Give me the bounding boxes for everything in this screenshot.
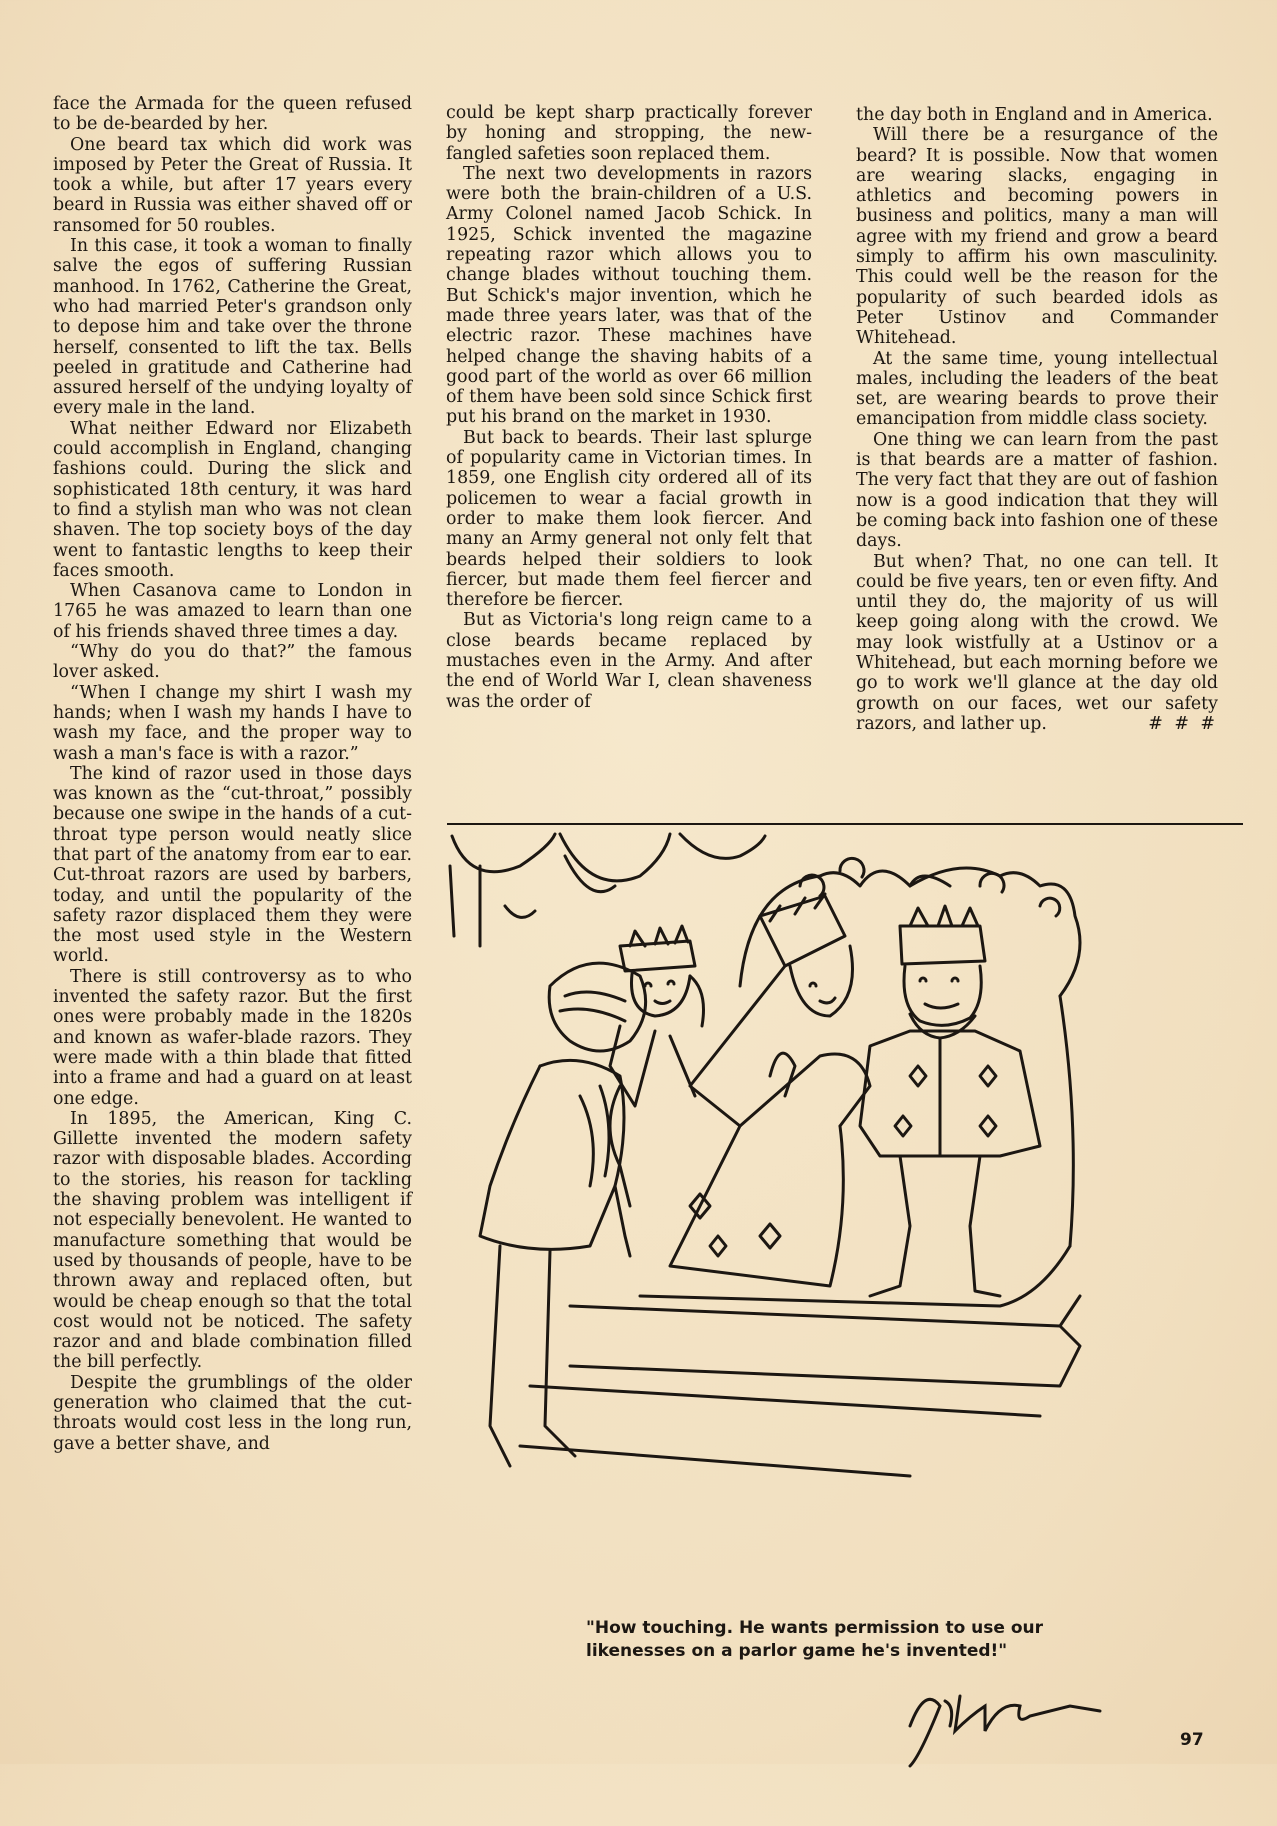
artist-signature-mark [910,1696,1100,1766]
paragraph: Will there be a resurgance of the beard? It is possible. Now that women are wearing slacks, engaging in athletics and becoming powers in business and politics, many a man will agree with my friend and grow a beard simply to affirm his own masculinity. This could well be the reason for the popularity of such bearded idols as Peter Ustinov and Commander Whitehead. [856,125,1218,349]
paragraph: In this case, it took a woman to finally salve the egos of suffering Russian manhood. In 1762, Catherine the Great, who had married Peter's grandson only to depose him and take over the throne herself, consented to lift the tax. Bells peeled in gratitude and Catherine had assured herself of the undying loyalty of every male in the land. [53,236,412,419]
paragraph: But back to beards. Their last splurge of popularity came in Victorian times. In 1859, one English city ordered all of its policemen to wear a facial growth in order to make them look fiercer. And many an Army general not only felt that beards helped their soldiers to look fiercer, but made them feel fiercer and therefore be fiercer. [446,427,812,611]
paragraph: One thing we can learn from the past is that beards are a matter of fashion. The very fact that they are out of fashion now is a good indication that they will be coming back into fashion one of these days. [856,429,1218,552]
paragraph-text: But when? That, no one can tell. It could be five years, ten or even fifty. And until they do, the majority of us will keep going along with the crowd. We may look wistfully at a Ustinov or a Whitehead, but each morning before we go to work we'll glance at the day old growth on our faces, wet our safety razors, and lather up. [856,551,1218,734]
cartoon-caption: "How touching. He wants permission to use our likenesses on a parlor game he's invented!" [586,1618,1044,1661]
cartoon-illustration [440,826,1180,1826]
paragraph: “When I change my shirt I wash my hands; when I wash my hands I have to wash my face, and the proper way to wash a man's face is with a razor.” [53,682,412,764]
paragraph: When Casanova came to London in 1765 he was amazed to learn than one of his friends shaved three times a day. [53,581,412,642]
paragraph: One beard tax which did work was imposed by Peter the Great of Russia. It took a while, but after 17 years every beard in Russia was either shaved off or ransomed for 50 roubles. [53,134,412,236]
paragraph: face the Armada for the queen refused to be de-bearded by her. [53,94,412,135]
paragraph: Despite the grumblings of the older generation who claimed that the cut-throats would cost less in the long run, gave a better shave, and [53,1372,412,1454]
paragraph: At the same time, young intellectual males, including the leaders of the beat set, are wearing beards to prove their emancipation from middle class society. [856,348,1218,430]
paragraph: the day both in England and in America. [856,105,1213,125]
cartoon-top-rule [447,823,1243,825]
curtain-drapes [450,834,765,946]
paragraph: But as Victoria's long reign came to a close beards became replaced by mustaches even in the Army. And after the end of World War I, clean shaveness was the order of [446,610,812,712]
article-column-3 [856,105,1218,734]
end-mark: # # # [1148,713,1218,734]
paragraph: In 1895, the American, King C. Gillette invented the modern safety razor with disposable blades. According to the stories, his reason for tackling the shaving problem was intelligent if not especially benevolent. He wanted to manufacture something that would be used by thousands of people, have to be thrown away and replaced often, but would be cheap enough so that the total cost would not be noticed. The safety razor and and blade combination filled the bill perfectly. [53,1108,412,1373]
page-number: 97 [1180,1730,1204,1750]
article-column-2 [446,103,812,712]
paragraph: The next two developments in razors were both the brain-children of a U.S. Army Colonel named Jacob Schick. In 1925, Schick invented the magazine repeating razor which allows you to change blades without touching them. But Schick's major invention, which he made three years later, was that of the electric razor. These machines have helped change the shaving habits of a good part of the world as over 66 million of them have been sold since Schick first put his brand on the market in 1930. [446,163,812,428]
article-column-1 [53,94,412,1454]
jack-figure [610,926,704,1106]
throne [520,858,1080,1476]
king-figure [860,906,1040,1296]
paragraph: The kind of razor used in those days was known as the “cut-throat,” possibly because one swipe in the hands of a cut-throat type person would neatly slice that part of the anatomy from ear to ear. Cut-throat razors are used by barbers, today, and until the popularity of the safety razor displaced them they were the most used style in the Western world. [53,763,412,967]
paragraph: could be kept sharp practically forever by honing and stropping, the new-fangled safeties soon replaced them. [446,103,812,164]
paragraph [856,552,1218,735]
paragraph: There is still controversy as to who invented the safety razor. But the first ones were probably made in the 1820s and known as wafer-blade razors. They were made with a thin blade that fitted into a frame and had a guard on at least one edge. [53,966,412,1109]
queen-figure [670,894,870,1286]
paragraph: What neither Edward nor Elizabeth could accomplish in England, changing fashions could. During the slick and sophisticated 18th century, it was hard to find a stylish man who was not clean shaven. The top society boys of the day went to fantastic lengths to keep their faces smooth. [53,418,412,581]
paragraph: “Why do you do that?” the famous lover asked. [53,642,412,683]
